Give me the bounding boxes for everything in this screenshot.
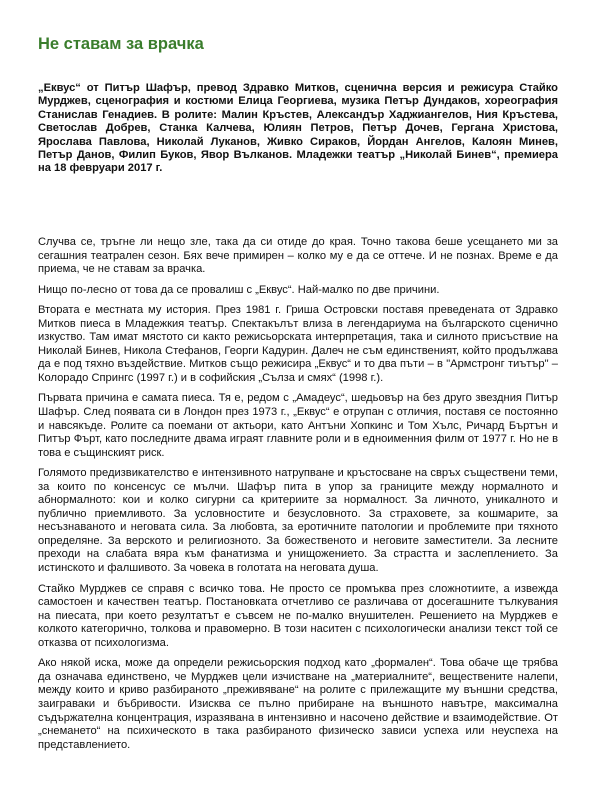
article-title: Не ставам за врачка (38, 35, 204, 53)
paragraph: Нищо по-лесно от това да се провалиш с „Еквус“. Най-малко по две причини. (38, 283, 440, 296)
paragraph: Голямото предизвикателство е интензивното натрупване и кръстосване на свръх съществени теми, за които по консенсус се мълчи. Шафър пита в упор за границите между нормалното и абнормалното: кои и колко сигурни са критериите за нормалност. За личното, уникалното и публично приемливото. За условностите и безусловното. За страховете, за кошмарите, за несъзнаваното и неговата сила. За любовта, за еротичните патологии и проблемите при тяхното определяне. За верското и религиозното. За божественото и неговите заместители. За лесните преходи на слабата вяра към фанатизма и унищожението. За страстта и заслеплението. За истинското и фалшивото. За човека в голотата на неговата душа. (38, 467, 558, 575)
paragraph: Стайко Мурджев се справя с всичко това. Не просто се промъква през сложнотиите, а извежда самостоен и качествен театър. Постановката отчетливо се различава от досегашните тълкувания на пиесата, при което резултатът е съвсем не по-малко внушителен. Решението на Мурджев е колкото категорично, толкова и правомерно. В този наситен с психологически анализи текст той се отказва от психологизма. (38, 582, 558, 649)
article-body (38, 236, 558, 759)
paragraph: Случва се, тръгне ли нещо зле, така да си отиде до края. Точно такова беше усещането ми за сегашния театрален сезон. Бях вече примирен – колко му е да се оттече. И не познах. Време е да приема, че не ставам за врачка. (38, 236, 558, 276)
production-credits: „Еквус“ от Питър Шафър, превод Здравко Митков, сценична версия и режисура Стайко Мурджев, сценография и костюми Елица Георгиева, музика Петър Дундаков, хореография Станислав Генадиев. В ролите: Малин Кръстев, Александър Хаджиангелов, Ния Кръстева, Светослав Добрев, Станка Калчева, Юлиян Петров, Петър Дочев, Гергана Христова, Ярослава Павлова, Николай Луканов, Живко Сираков, Йордан Ангелов, Калоян Минев, Петър Данов, Филип Буков, Явор Вълканов. Младежки театър „Николай Бинев“, премиера на 18 февруари 2017 г. (38, 82, 558, 175)
paragraph: Ако някой иска, може да определи режисьорския подход като „формален“. Това обаче ще трябва да означава единствено, че Мурджев цели изчистване на „материалните“, веществените налепи, между които и криво разбираното „преживяване“ на ролите с прилежащите му външни средства, заиграваки и бъбривости. Изисква се пълно прибиране на външното навътре, максимална съдържателна концентрация, изразявана в интензивно и насочено действие и взаимодействие. От „снемането“ на психическото в така разбираното физическо зависи успеха или неуспеха на представлението. (38, 657, 558, 751)
paragraph: Втората е местната му история. През 1981 г. Гриша Островски поставя преведената от Здравко Митков пиеса в Младежкия театър. Спектакълът влиза в легендариума на българското сценично изкуство. Там имат мястото си както режисьорската интерпретация, така и силното присъствие на Николай Бинев, Никола Стефанов, Георги Кадурин. Далеч не съм единственият, който продължава да е под тяхно въздействие. Митков също режисира „Еквус“ и то два пъти – в "Армстронг тиътър" – Колорадо Спрингс (1997 г.) и в софийския „Сълза и смях“ (1998 г.). (38, 304, 558, 384)
paragraph: Първата причина е самата пиеса. Тя е, редом с „Амадеус“, шедьовър на без друго звездния Питър Шафър. След появата си в Лондон през 1973 г., „Еквус“ е отрупан с отличия, поставя се постоянно и навсякъде. Ролите са поемани от актьори, като Антъни Хопкинс и Том Хълс, Ричард Бъртън и Питър Фърт, като последните двама играят главните роли и в едноименния филм от 1977 г. Но не в това е същинският риск. (38, 392, 558, 459)
